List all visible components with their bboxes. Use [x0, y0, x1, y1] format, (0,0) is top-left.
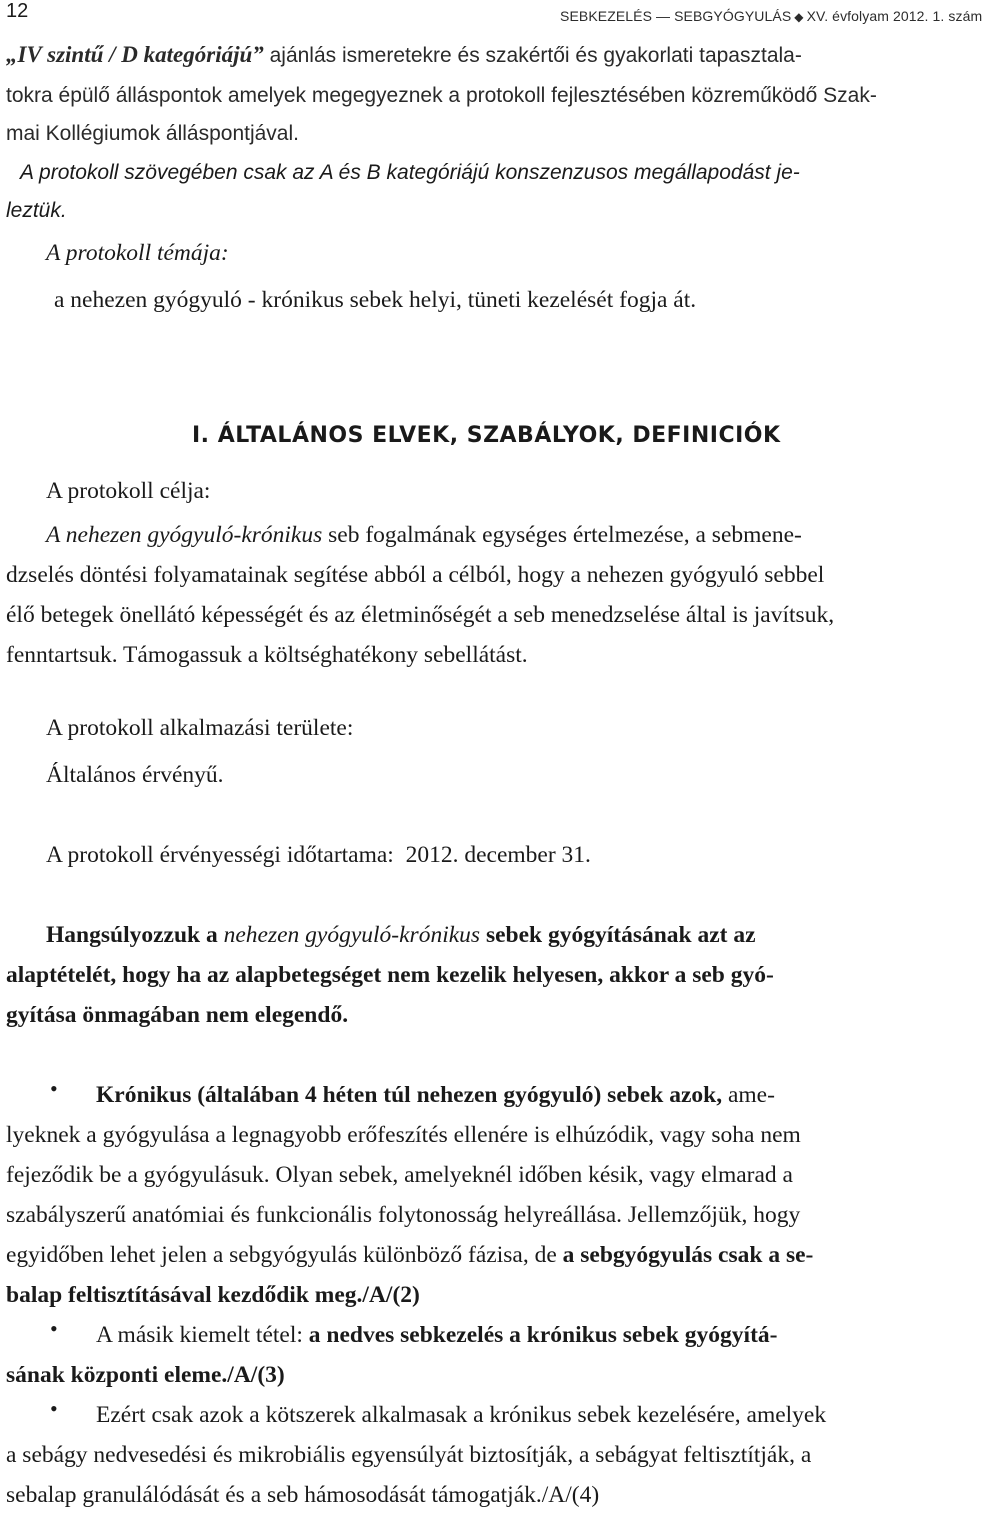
goal-line-1-text: seb fogalmának egységes értelmezése, a sebmene- [322, 522, 802, 548]
emphasis-line-1-end: sebek gyógyításának azt az [480, 922, 756, 948]
intro-line-1-text: ajánlás ismeretekre és szakértői és gyakorlati tapasztala- [263, 44, 802, 67]
bullet-icon: • [50, 1396, 58, 1421]
bullet-2-line-1 [96, 1315, 777, 1355]
goal-line-2: dzselés döntési folyamatainak segítése abból a célból, hogy a nehezen gyógyuló sebbel [6, 562, 825, 588]
bullet-1-line-5-start: egyidőben lehet jelen a sebgyógyulás különböző fázisa, de [6, 1242, 563, 1268]
bullet-1-line-1 [96, 1075, 775, 1115]
intro-line-3: mai Kollégiumok álláspontjával. [6, 122, 299, 145]
intro-line-2: tokra épülő álláspontok amelyek megegyeznek a protokoll fejlesztésében közreműködő Szak- [6, 84, 877, 107]
goal-line-3: élő betegek önellátó képességét és az életminőségét a seb menedzselése által is javítsuk, [6, 602, 835, 628]
bullet-2-line-2: sának központi eleme./A/(3) [6, 1362, 285, 1388]
bullet-1-line-5-bold: a sebgyógyulás csak a se- [562, 1242, 814, 1268]
emphasis-line-2: alaptételét, hogy ha az alapbetegséget nem kezelik helyesen, akkor a seb gyó- [6, 962, 774, 988]
goal-label: A protokoll célja: [46, 478, 211, 504]
bullet-2-line-1-start: A másik kiemelt tétel: [96, 1322, 309, 1348]
validity-label: A protokoll érvényességi időtartama: [46, 842, 394, 868]
validity-line [46, 835, 591, 875]
scope-value: Általános érvényű. [46, 762, 224, 788]
bullet-1-line-6: balap feltisztításával kezdődik meg./A/(2) [6, 1282, 420, 1308]
bullet-3-line-3: sebalap granulálódását és a seb hámosodását támogatják./A/(4) [6, 1482, 600, 1508]
intro-level-label: „IV szintű / D kategóriájú” [6, 42, 264, 67]
goal-line-4: fenntartsuk. Támogassuk a költséghatékony sebellátást. [6, 642, 528, 668]
diamond-icon: ◆ [794, 10, 804, 24]
bullet-3-line-2: a sebágy nedvesedési és mikrobiális egyensúlyát biztosítják, a sebágyat feltisztítják, a [6, 1442, 812, 1468]
bullet-1-line-5 [6, 1235, 813, 1275]
emphasis-term: nehezen gyógyuló-krónikus [223, 922, 481, 948]
emphasis-line-1 [46, 915, 756, 955]
bullet-1-bold: Krónikus (általában 4 héten túl nehezen gyógyuló) sebek azok, [96, 1082, 723, 1108]
emphasis-line-1-start: Hangsúlyozzuk a [46, 922, 224, 948]
topic-label: A protokoll témája: [46, 240, 229, 266]
topic-text: a nehezen gyógyuló - krónikus sebek helyi, tüneti kezelését fogja át. [54, 287, 697, 313]
page-number: 12 [6, 0, 29, 22]
intro-line-1 [6, 38, 802, 72]
goal-line-1 [46, 515, 802, 555]
validity-value: 2012. december 31. [405, 842, 591, 868]
bullet-2-line-1-bold: a nedves sebkezelés a krónikus sebek gyógyítá- [308, 1322, 778, 1348]
running-header-left: SEBKEZELÉS — SEBGYÓGYULÁS [560, 8, 792, 24]
bullet-icon: • [50, 1316, 58, 1341]
bullet-1-line-1-rest: ame- [722, 1082, 775, 1108]
bullet-1-line-4: szabályszerű anatómiai és funkcionális folytonosság helyreállása. Jellemzőjük, hogy [6, 1202, 801, 1228]
running-header [560, 8, 982, 24]
section-heading: I. ÁLTALÁNOS ELVEK, SZABÁLYOK, DEFINICIÓK [192, 423, 781, 448]
bullet-3-line-1: Ezért csak azok a kötszerek alkalmasak a krónikus sebek kezelésére, amelyek [96, 1402, 827, 1428]
bullet-icon: • [50, 1076, 58, 1101]
intro-italic-line-2: leztük. [6, 199, 67, 222]
intro-italic-line-1: A protokoll szövegében csak az A és B kategóriájú konszenzusos megállapodást je- [20, 161, 800, 184]
scope-label: A protokoll alkalmazási területe: [46, 715, 354, 741]
goal-term: A nehezen gyógyuló-krónikus [46, 522, 323, 548]
bullet-1-line-3: fejeződik be a gyógyulásuk. Olyan sebek, amelyeknél időben késik, vagy elmarad a [6, 1162, 793, 1188]
emphasis-line-3: gyítása önmagában nem elegendő. [6, 1002, 349, 1028]
running-header-right: XV. évfolyam 2012. 1. szám [806, 8, 982, 24]
bullet-1-line-2: lyeknek a gyógyulása a legnagyobb erőfeszítés ellenére is elhúzódik, vagy soha nem [6, 1122, 801, 1148]
